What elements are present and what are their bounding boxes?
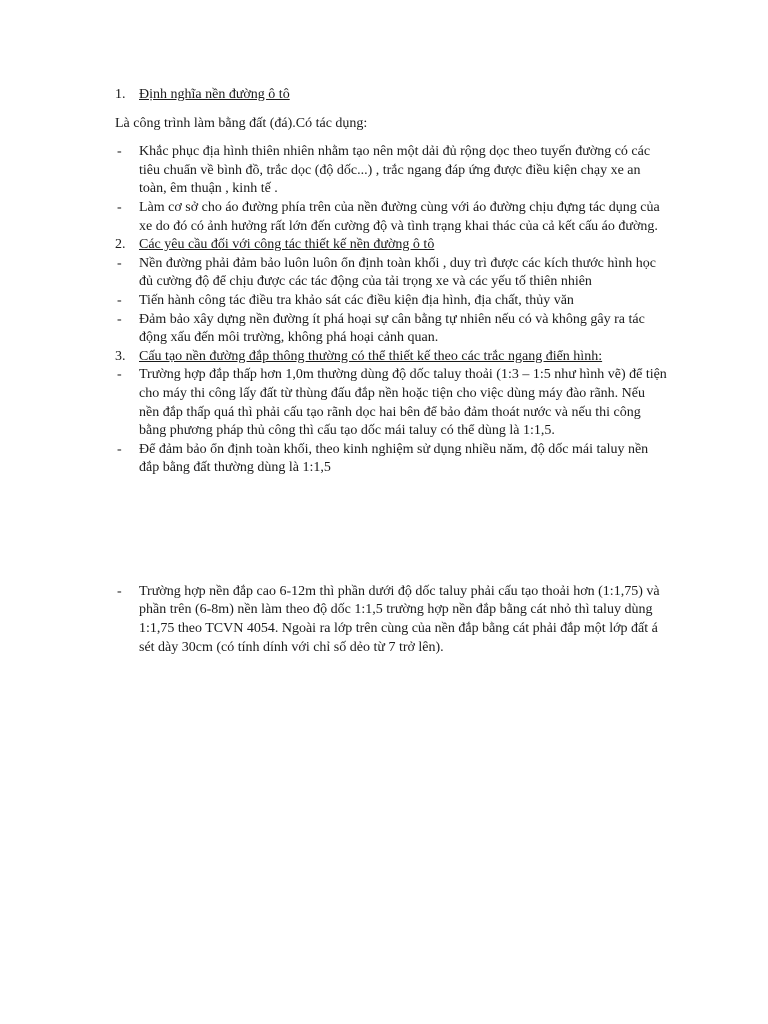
section-2-bullet-1: [115, 255, 668, 292]
bullet-text: Tiến hành công tác điều tra khảo sát các điều kiện địa hình, địa chất, thủy văn: [139, 292, 574, 308]
bullet-text: Để đảm bảo ổn định toàn khối, theo kinh nghiệm sử dụng nhiều năm, độ dốc mái taluy nền đắp bằng đất thường dùng là 1:1,5: [139, 441, 649, 476]
section-2-bullet-2: [115, 292, 668, 311]
section-3-number: 3.: [115, 348, 126, 364]
bullet-text: Đảm bảo xây dựng nền đường ít phá hoại sự cân bằng tự nhiên nếu có và không gây ra tác động xấu đến môi trường, không phá hoại cảnh quan.: [139, 311, 645, 346]
section-1-bullet-2: [115, 199, 668, 236]
bullet-marker: -: [117, 255, 122, 271]
bullet-marker: -: [117, 292, 122, 308]
section-3-bullet-1: [115, 366, 668, 440]
bullet-marker: -: [117, 144, 122, 160]
bullet-text: Khắc phục địa hình thiên nhiên nhằm tạo nên một dải đủ rộng dọc theo tuyến đường có các tiêu chuẩn về bình đồ, trắc dọc (độ dốc...) , trắc ngang đáp ứng được điều kiện chạy xe an toàn, êm thuận , kinh tế .: [139, 144, 651, 197]
section-3-bullet-2: [115, 441, 668, 478]
section-1-intro: Là công trình làm bằng đất (đá).Có tác dụng:: [115, 115, 368, 131]
bullet-marker: -: [117, 367, 122, 383]
bullet-text: Trường hợp đắp thấp hơn 1,0m thường dùng độ dốc taluy thoải (1:3 – 1:5 như hình vẽ) để tiện cho máy thi công lấy đất từ thùng đấu đắp nền hoặc tiện cho việc dùng máy đào rãnh. Nếu nền đắp thấp quá thì phải cấu tạo rãnh dọc hai bên để bảo đảm thoát nước và nếu thi công bằng phương pháp thủ công thì cấu tạo dốc mái taluy có thể dùng là 1:1,5.: [139, 367, 667, 439]
section-1-title: Định nghĩa nền đường ô tô: [139, 87, 290, 102]
section-1-bullet-1: [115, 143, 668, 199]
bullet-marker: -: [117, 311, 122, 327]
figure-gap: [115, 478, 668, 583]
section-3-title: Cấu tạo nền đường đắp thông thường có thể thiết kế theo các trắc ngang điển hình:: [139, 348, 603, 364]
section-1-heading: [115, 86, 668, 105]
section-2-number: 2.: [115, 237, 126, 253]
bullet-text: Làm cơ sở cho áo đường phía trên của nền đường cùng với áo đường chịu đựng tác dụng của xe do đó có ảnh hưởng rất lớn đến cường độ và tình trạng khai thác của cả kết cấu áo đường.: [139, 199, 660, 234]
section-1-number: 1.: [115, 87, 126, 102]
bullet-marker: -: [117, 583, 122, 599]
section-3-bullet-3: [115, 583, 668, 657]
section-2-bullet-3: [115, 311, 668, 348]
bullet-marker: -: [117, 441, 122, 457]
bullet-marker: -: [117, 199, 122, 215]
bullet-text: Trường hợp nền đắp cao 6-12m thì phần dưới độ dốc taluy phải cấu tạo thoải hơn (1:1,75) và phần trên (6-8m) nền làm theo độ dốc 1:1,5 trường hợp nền đắp bằng cát nhỏ thì taluy dùng 1:1,75 theo TCVN 4054. Ngoài ra lớp trên cùng của nền đắp bằng cát phải đắp một lớp đất á sét dày 30cm (có tính dính với chỉ số dẻo từ 7 trở lên).: [139, 583, 660, 655]
section-2-title: Các yêu cầu đối với công tác thiết kế nền đường ô tô: [139, 237, 435, 253]
section-3-heading: [115, 348, 668, 367]
section-2-heading: [115, 236, 668, 255]
bullet-text: Nền đường phải đảm bảo luôn luôn ổn định toàn khối , duy trì được các kích thước hình học đủ cường độ để chịu được các tác động của tải trọng xe và các yếu tố thiên nhiên: [139, 255, 656, 290]
